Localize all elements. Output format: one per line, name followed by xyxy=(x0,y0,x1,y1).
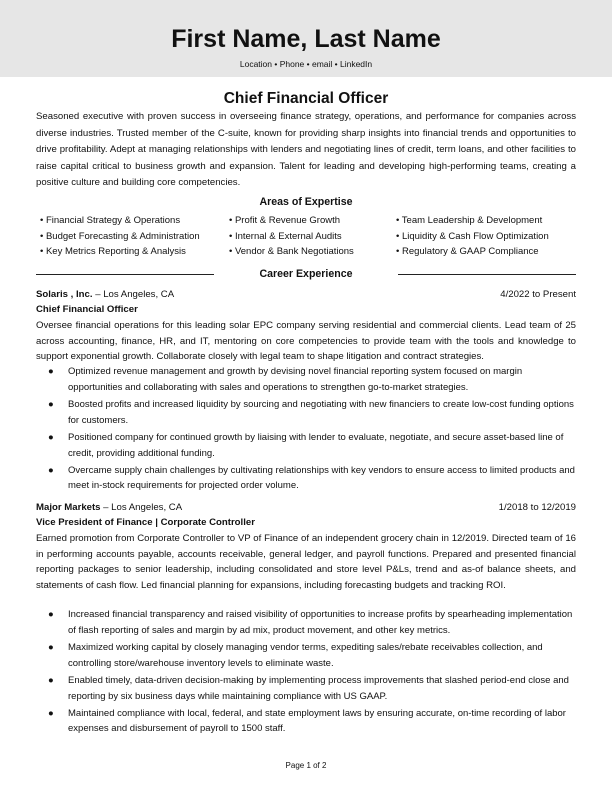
bullet-icon: ● xyxy=(48,707,54,719)
job-dates: 4/2022 to Present xyxy=(500,289,576,300)
professional-summary: Seasoned executive with proven success in overseeing finance strategy, operations, and performance for companies across diverse industries. Trusted member of the C-suite, known for providing sharp insights into financial trends and opportunities to drive profitability. Adept at managing relationships with lenders and negotiating lines of credit, term loans, and other facilities to raise capital critical to business growth and expansion. Talent for leading and developing high-performing teams, creating a positive culture and building core competencies. xyxy=(36,111,576,188)
divider-right xyxy=(398,274,576,275)
expertise-column-1 xyxy=(40,213,200,260)
bullet-icon: ● xyxy=(48,609,54,620)
bullet-icon: ● xyxy=(48,366,54,377)
expertise-column-3 xyxy=(396,213,549,260)
list-item xyxy=(48,607,576,638)
job-description: Earned promotion from Corporate Controller to VP of Finance of an independent grocery chain in 12/2019. Directed team of 16 in performing accounts payable, accounts receivable, general ledger, and payroll functions. Prepared and presented financial reporting packages to senior leadership, including consolidated and store level P&Ls, trend and as-of balance sheets, and statements of cash flow. Led financial planning for expansions, including forecasting budgets and tracking ROI. xyxy=(36,533,576,592)
bullet-text: Maintained compliance with local, federal, and state employment laws by ensuring accurate, on-time recording of labor expenses and disbursement of payroll to 1500 staff. xyxy=(68,707,566,735)
expertise-item: • Key Metrics Reporting & Analysis xyxy=(40,246,186,257)
bullet-text: Overcame supply chain challenges by cultivating relationships with key vendors to ensure access to limited products and meet in-stock requirements for projected order volume. xyxy=(68,464,575,492)
list-item xyxy=(48,673,576,704)
resume-title: Chief Financial Officer xyxy=(223,90,389,107)
job-header xyxy=(36,288,576,302)
candidate-name: First Name, Last Name xyxy=(171,25,441,53)
job-role: Chief Financial Officer xyxy=(36,304,138,315)
job-header xyxy=(36,501,576,515)
company-name: Major Markets xyxy=(36,502,101,513)
list-item xyxy=(48,430,576,461)
bullet-icon: ● xyxy=(48,431,54,443)
expertise-item: • Budget Forecasting & Administration xyxy=(40,230,200,242)
expertise-item: • Liquidity & Cash Flow Optimization xyxy=(396,230,549,242)
bullet-icon: ● xyxy=(48,464,54,476)
job-description: Oversee financial operations for this leading solar EPC company serving residential and commercial clients. Lead team of 25 across accounting, finance, HR, and IT, mentoring on core competencies to provide team with the tools and knowledge to support exponential growth. Collaborate closely with legal team to shape litigation and contract strategies. xyxy=(36,320,576,363)
expertise-heading: Areas of Expertise xyxy=(259,196,353,208)
expertise-item: • Financial Strategy & Operations xyxy=(40,215,181,226)
bullet-text: Increased financial transparency and raised visibility of opportunities to increase profits by spearheading implementation of flash reporting of sales and margin by ad mix, product movement, and other key metrics. xyxy=(68,609,573,636)
bullet-icon: ● xyxy=(48,641,54,653)
bullet-text: Enabled timely, data-driven decision-making by implementing process improvements that slashed period-end close and reporting by six business days while maintaining compliance with US GAAP. xyxy=(68,674,569,702)
bullet-text: Boosted profits and increased liquidity by sourcing and negotiating with new financiers to create low-cost funding options for customers. xyxy=(68,398,574,426)
page-number: Page 1 of 2 xyxy=(285,761,327,770)
bullet-icon: ● xyxy=(48,674,54,686)
bullet-icon: ● xyxy=(48,398,54,410)
company-name: Solaris , Inc. xyxy=(36,289,93,300)
expertise-column-2 xyxy=(229,213,354,260)
job-bullets xyxy=(48,607,576,739)
job-dates: 1/2018 to 12/2019 xyxy=(498,502,576,513)
list-item xyxy=(48,640,576,671)
expertise-item: • Internal & External Audits xyxy=(229,230,342,242)
list-item xyxy=(48,364,576,395)
contact-line: Location • Phone • email • LinkedIn xyxy=(239,59,373,69)
list-item xyxy=(48,463,576,494)
expertise-item: • Vendor & Bank Negotiations xyxy=(229,246,354,257)
job-location: – Los Angeles, CA xyxy=(100,502,183,513)
job-bullets xyxy=(48,364,576,496)
list-item xyxy=(48,397,576,428)
bullet-text: Positioned company for continued growth by liaising with lender to evaluate, negotiate, and secure asset-based line of credit, providing additional funding. xyxy=(68,431,564,459)
expertise-item: • Team Leadership & Development xyxy=(396,215,543,226)
job-location: – Los Angeles, CA xyxy=(92,289,175,300)
expertise-item: • Profit & Revenue Growth xyxy=(229,215,341,226)
experience-heading: Career Experience xyxy=(259,268,353,280)
bullet-text: Optimized revenue management and growth by devising novel financial reporting system focused on margin opportunities and collaborating with sales and operations to strengthen go-to-market strategies. xyxy=(68,366,523,393)
expertise-item: • Regulatory & GAAP Compliance xyxy=(396,246,539,257)
list-item xyxy=(48,706,576,737)
bullet-text: Maximized working capital by closely managing vendor terms, expediting sales/rebate receivables collection, and controlling store/warehouse inventory levels to eliminate waste. xyxy=(68,641,543,669)
job-role: Vice President of Finance | Corporate Controller xyxy=(36,517,255,528)
